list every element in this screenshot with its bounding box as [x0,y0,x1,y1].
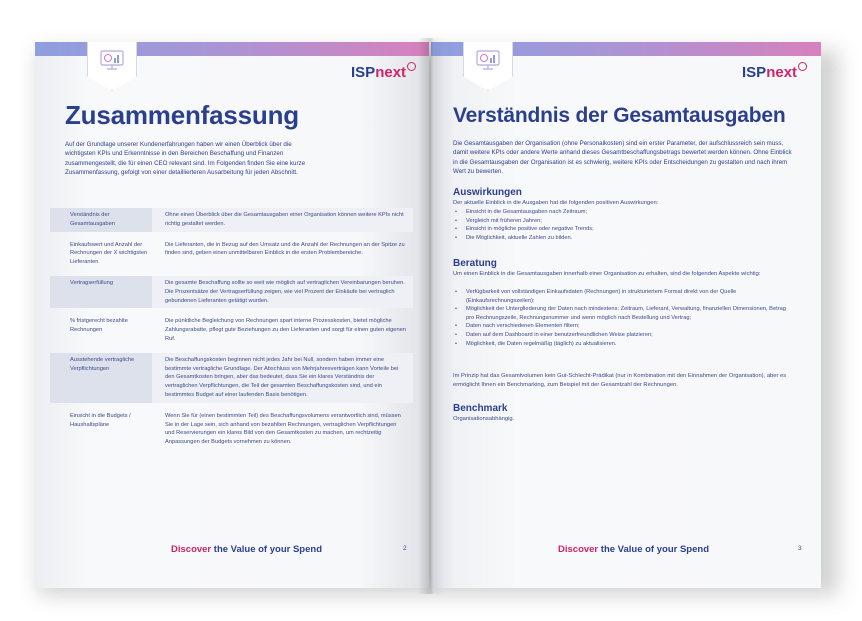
right-page [431,42,821,588]
chart-icon [100,50,124,70]
logo-accent-text: next [766,64,798,81]
list-item: • Einsicht in mögliche positive oder negative Trends; [455,225,795,234]
table-row-value: Die pünktliche Begleichung von Rechnungen spart interne Prozesskosten, bietet mögliche Zahlungsrabatte, pflegt gute Beziehungen zu den Lieferanten und sorgt für einen guten eigenen Ruf. [165,318,406,342]
footer-text: the Value of your Spend [211,544,322,555]
logo-main-text: ISP [351,64,376,81]
table-row-value: Die gesamte Beschaffung sollte so weit wie möglich auf vertraglichen Vereinbarungen beruhen. Die Prozentsätze der Vertragserfüllung zeigen, wie viel Prozent der Einkäufe bei vertraglich gebundenen Lieferanten getätigt wurden. [152,276,413,308]
footer-highlight: Discover [558,544,599,555]
logo-ring-icon [798,62,807,71]
chart-icon [476,50,500,70]
table-row-key: Verständnis der Gesamtausgaben [50,208,152,232]
impact-list [455,208,795,242]
table-row-key: % fristgerecht bezahlte Rechnungen [70,318,128,334]
table-row-key: Einkaufswert und Anzahl der Rechnungen der X wichtigsten Lieferanten [70,241,148,266]
right-bookmark-tag [463,42,513,91]
list-item: • Verfügbarkeit von vollständigen Einkaufsdaten (Rechnungen) in strukturiertem Format direkt von der Quelle (Einkaufsrechnungszeilen); [455,288,795,305]
advice-list [455,288,795,348]
table-row-value: Wenn Sie für (einen bestimmten Teil) des Beschaffungsvolumens verantwortlich sind, müssen Sie in der Lage sein, sich anhand von bezahlten Rechnungen, vertraglichen Verpflichtungen und Reservierungen ein klares Bild von den Gesamtkosten zu machen, um rechtzeitig Anpassungen der Budgets vornehmen zu können. [165,412,401,446]
section-text: Der aktuelle Einblick in die Ausgaben hat die folgenden positiven Auswirkungen: [453,200,659,206]
page-title: Zusammenfassung [65,100,299,130]
table-row-key: Einsicht in die Budgets / Haushaltspläne [70,412,131,428]
list-item: • Daten auf dem Dashboard in einer benutzerfreundlichen Weise platzieren; [455,331,795,340]
footer-highlight: Discover [171,544,212,555]
section-text: Organisationsabhängig. [453,416,515,422]
closing-paragraph: Im Prinzip hat das Gesamtvolumen kein Gut-Schlecht-Prädikat (nur in Kombination mit den Einnahmen der Organisation), aber es ermöglicht Ihnen ein Benchmarking, zum Beispiel mit der Gesamtzahl der Rechnungen. [453,373,787,388]
list-item: • Möglichkeit, die Daten regelmäßig (täglich) zu aktualisieren. [455,340,795,349]
table-row [50,409,413,450]
section-heading-benchmark: Benchmark [453,403,508,414]
company-logo [351,64,416,81]
left-bookmark-tag [87,42,137,91]
intro-paragraph: Die Gesamtausgaben der Organisation (ohne Personalkosten) sind ein erster Parameter, der aufschlussreich sein muss, damit weitere KPIs oder andere Werte anhand dieses Gesamtbeschaffungsbetrags bewertet werden können. Ohne Einblick in die Gesamtausgaben der Organisation ist es schwierig, weitere KPIs oder Entscheidungen zu gestalten und nach ihrem Wert zu bewerten. [453,140,792,176]
kpi-summary-table [50,208,413,450]
logo-accent-text: next [375,64,407,81]
section-heading-auswirkungen: Auswirkungen [453,187,522,198]
table-row-key: Ausstehende vertragliche Verpflichtungen [50,353,152,403]
table-row [50,208,413,232]
page-number: 3 [798,545,802,552]
section-text: Um einen Einblick in die Gesamtausgaben innerhalb einer Organisation zu erhalten, sind die folgenden Aspekte wichtig: [453,271,761,277]
table-row [50,276,413,308]
logo-main-text: ISP [742,64,767,81]
section-heading-beratung: Beratung [453,258,497,269]
table-row [50,314,413,346]
table-row-key: Vertragserfüllung [50,276,152,308]
list-item: • Vergleich mit früheren Jahren; [455,217,795,226]
list-item: • Die Möglichkeit, aktuelle Zahlen zu bilden. [455,234,795,243]
table-row [50,353,413,403]
page-footer [558,544,709,555]
footer-text: the Value of your Spend [598,544,709,555]
table-row-value: Die Lieferanten, die in Bezug auf den Umsatz und die Anzahl der Rechnungen an der Spitze zu finden sind, geben einen unmittelbaren Einblick in die ersten Problembereiche. [165,241,405,257]
book-spine [418,38,444,594]
table-row-value: Ohne einen Überblick über die Gesamtausgaben einer Organisation können weitere KPIs nicht richtig gestaltet werden. [152,208,413,232]
page-title: Verständnis der Gesamtausgaben [453,104,786,127]
intro-paragraph: Auf der Grundlage unserer Kundenerfahrungen haben wir einen Überblick über die wichtigsten KPIs und Erkenntnisse in den Bereichen Beschaffung und Finanzen zusammengestellt, die für einen CEO relevant sind. Im Folgenden finden Sie eine kurze Zusammenfassung, gefolgt von einer detaillierteren Ausarbeitung für jeden Abschnitt. [65,141,306,177]
company-logo [742,64,807,81]
page-number: 2 [403,545,407,552]
list-item: • Einsicht in die Gesamtausgaben nach Zeitraum; [455,208,795,217]
list-item: • Möglichkeit der Untergliederung der Daten nach mindestens: Zeitraum, Lieferant, Verwaltung, finanziellen Dimensionen, Betrag pro Rechnungszeile, Rechnungsnummer und wenn möglich nach Bestellung und Vertrag; [455,305,795,322]
left-page [35,42,429,588]
page-footer [171,544,322,555]
table-row [50,238,413,270]
table-row-value: Die Beschaffungskosten beginnen nicht jedes Jahr bei Null, sondern haben immer eine bestimmte vertragliche Grundlage. Der Abschluss von Mehrjahresverträgen kann Vorteile bei den Gesamtkosten bringen, aber das bedeutet, dass Sie ein klares Verständnis der vertraglichen Verpflichtungen, die Teil der gesamten Beschaffungskosten sind, und ein bestimmtes Budget auf einer laufenden Basis benötigen. [152,353,413,403]
logo-ring-icon [407,62,416,71]
list-item: • Daten nach verschiedenen Elementen filtern; [455,322,795,331]
